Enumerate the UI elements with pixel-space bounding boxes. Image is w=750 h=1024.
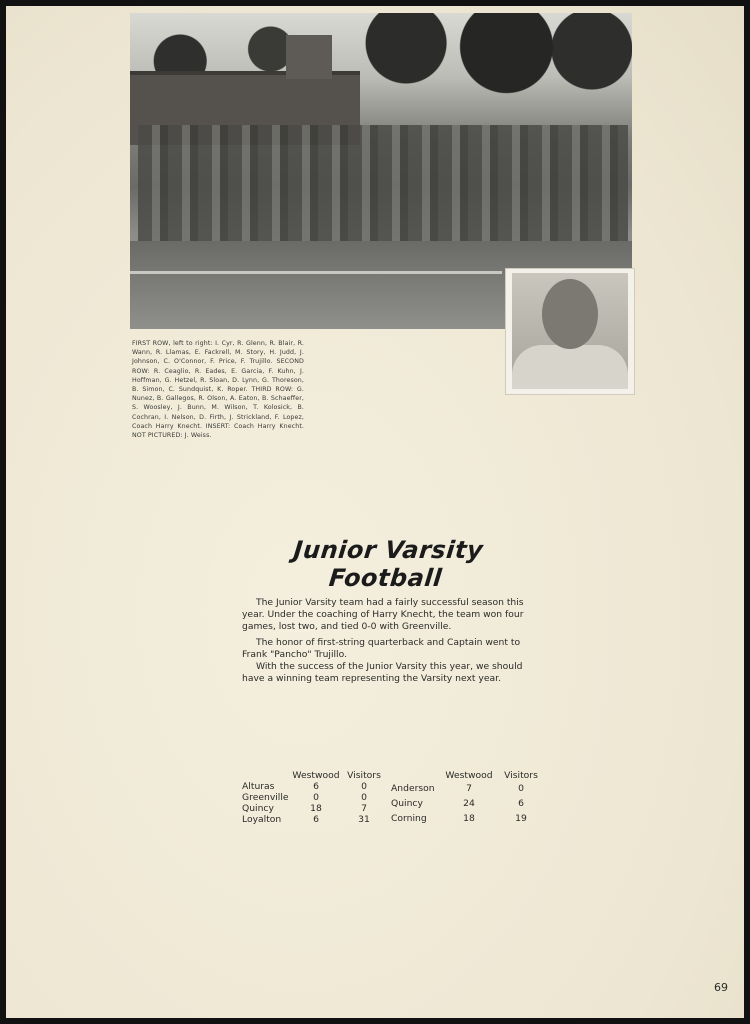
visitor-score: 7 xyxy=(361,803,367,814)
paragraph: The honor of first-string quarterback and Captain went to Frank "Pancho" Trujillo. xyxy=(242,637,521,660)
visitor-score: 6 xyxy=(518,798,524,809)
field-line xyxy=(130,271,502,274)
home-score: 18 xyxy=(463,813,475,824)
table-row xyxy=(391,796,547,811)
table-row xyxy=(242,803,388,814)
table-row xyxy=(242,781,388,792)
page-number: 69 xyxy=(714,981,728,994)
home-score: 0 xyxy=(313,792,319,803)
home-score: 18 xyxy=(310,803,322,814)
team-name: Anderson xyxy=(391,783,435,794)
home-score: 6 xyxy=(313,814,319,825)
paragraph: With the success of the Junior Varsity this year, we should have a winning team representing the Varsity next year. xyxy=(242,661,523,684)
visitor-score: 31 xyxy=(358,814,370,825)
team-name: Quincy xyxy=(242,803,274,814)
home-score: 7 xyxy=(466,783,472,794)
building-tower xyxy=(286,35,332,79)
team-name: Quincy xyxy=(391,798,423,809)
team-name: Greenville xyxy=(242,792,289,803)
team-name: Alturas xyxy=(242,781,275,792)
team-players xyxy=(138,125,628,243)
yearbook-page xyxy=(6,6,744,1018)
header-visitors: Visitors xyxy=(347,769,381,781)
scores-table-right xyxy=(391,769,547,826)
coach-portrait xyxy=(512,273,628,389)
table-row xyxy=(391,781,547,796)
paragraph: The Junior Varsity team had a fairly successful season this year. Under the coaching of Harry Knecht, the team won four games, lost two, and tied 0-0 with Greenville. xyxy=(242,597,524,632)
visitor-score: 19 xyxy=(515,813,527,824)
team-name: Loyalton xyxy=(242,814,282,825)
home-score: 6 xyxy=(313,781,319,792)
visitor-score: 0 xyxy=(361,792,367,803)
visitor-score: 0 xyxy=(518,783,524,794)
header-westwood: Westwood xyxy=(445,769,493,781)
coach-inset-photo xyxy=(505,268,635,395)
table-row xyxy=(242,814,388,825)
header-visitors: Visitors xyxy=(504,769,538,781)
visitor-score: 0 xyxy=(361,781,367,792)
coach-head xyxy=(542,279,598,349)
table-row xyxy=(242,792,388,803)
page-title: Junior Varsity Football xyxy=(292,536,485,592)
team-name: Corning xyxy=(391,813,427,824)
header-westwood: Westwood xyxy=(292,769,340,781)
home-score: 24 xyxy=(463,798,475,809)
article-body xyxy=(242,597,538,689)
scores-table-left xyxy=(242,769,388,825)
photo-caption: FIRST ROW, left to right: I. Cyr, R. Glenn, R. Blair, R. Wann, R. Llamas, E. Fackrell, M. Story, H. Judd, J. Johnson, C. O'Connor, F. Price, F. Trujillo. SECOND ROW: R. Ceaglio, R. Eades, E. Garcia, F. Kuhn, J. Hoffman, G. Hetzel, R. Sloan, D. Lynn, G. Thoreson, B. Simon, C. Sundquist, K. Roper. THIRD ROW: G. Nunez, B. Gallegos, R. Olson, A. Eaton, B. Schaeffer, S. Woosley, J. Bunn, M. Wilson, T. Kolosick, B. Cochran, I. Nelson, D. Firth, J. Strickland, F. Lopez, Coach Harry Knecht. INSERT: Coach Harry Knecht. NOT PICTURED: J. Weiss. xyxy=(132,340,304,440)
table-row xyxy=(391,811,547,826)
coach-shirt xyxy=(512,345,628,389)
